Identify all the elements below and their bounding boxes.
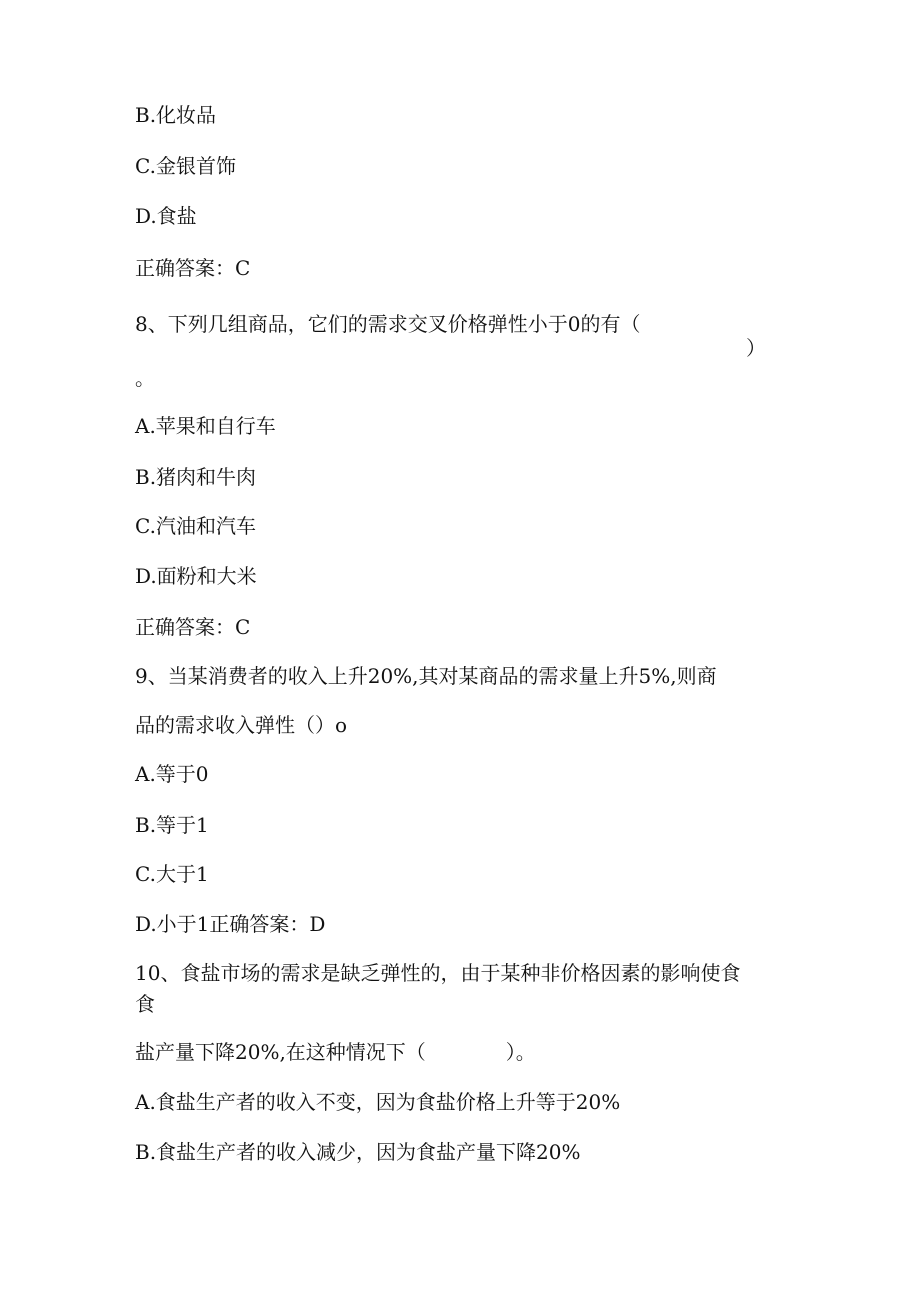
question-10-line-2: 食: [135, 992, 155, 1016]
q10-option-b: B.食盐生产者的收入减少，因为食盐产量下降20%: [135, 1140, 581, 1164]
q10-option-a: A.食盐生产者的收入不变，因为食盐价格上升等于20%: [135, 1090, 621, 1114]
q8-option-d: D.面粉和大米: [135, 564, 257, 588]
question-8: 8、下列几组商品，它们的需求交叉价格弹性小于0的有（: [135, 312, 641, 336]
question-9-line-2: 品的需求收入弹性（）o: [135, 713, 348, 737]
q9-option-a: A.等于0: [135, 762, 209, 786]
option-c-jewelry: C.金银首饰: [135, 154, 236, 178]
answer-q7: 正确答案：C: [135, 256, 251, 280]
question-9-line-1: 9、当某消费者的收入上升20%,其对某商品的需求量上升5%,则商: [135, 664, 717, 688]
q9-option-c: C.大于1: [135, 862, 209, 886]
question-10-line-3: 盐产量下降20%,在这种情况下（ ）。: [135, 1040, 536, 1064]
option-d-salt: D.食盐: [135, 204, 197, 228]
option-b-cosmetics: B.化妆品: [135, 103, 217, 127]
answer-q8: 正确答案：C: [135, 615, 251, 639]
q8-option-b: B.猪肉和牛肉: [135, 465, 257, 489]
question-8-close-paren: ）: [746, 336, 766, 360]
question-10-line-1: 10、食盐市场的需求是缺乏弹性的，由于某种非价格因素的影响使食: [135, 961, 741, 985]
q9-option-d-and-answer: D.小于1正确答案：D: [135, 912, 326, 936]
q8-option-a: A.苹果和自行车: [135, 414, 276, 438]
q8-option-c: C.汽油和汽车: [135, 514, 256, 538]
q9-option-b: B.等于1: [135, 813, 209, 837]
question-8-period: 。: [135, 366, 155, 390]
